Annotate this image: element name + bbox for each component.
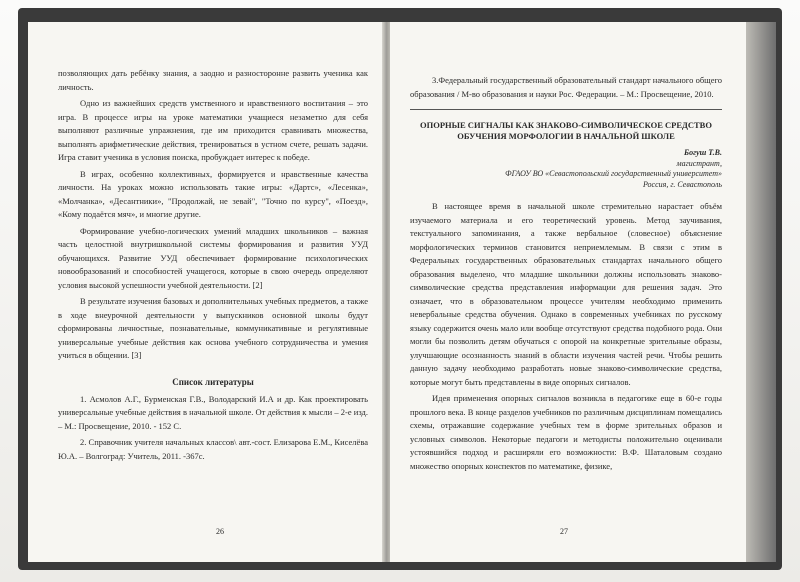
article-title: ОПОРНЫЕ СИГНАЛЫ КАК ЗНАКОВО-СИМВОЛИЧЕСКОЕ СРЕДСТВО ОБУЧЕНИЯ МОРФОЛОГИИ В НАЧАЛЬНОЙ ШКОЛЕ [420, 120, 712, 141]
bibliography-heading: Список литературы [172, 376, 254, 387]
left-paragraph-3: В играх, особенно коллективных, формируется и нравственные качества личности. На уроках можно использовать такие игры: «Дартс», «Лесенка», «Молчанка», «Десантники», "Продолжай, не зевай", "Точно по курсу", «Поезд», «Кому подаётся мяч», и многие другие. [58, 168, 368, 219]
left-paragraph-5: В результате изучения базовых и дополнительных учебных предметов, а также в ходе внеурочной деятельности у выпускников основной школы будут сформированы личностные, познавательные, коммуникативные и регулятивные универсальные учебные действия как основа учебного сотрудничества и умения учиться в общении. [3] [58, 296, 368, 360]
section-divider [410, 109, 722, 110]
right-paragraph-1: В настоящее время в начальной школе стремительно нарастает объём изучаемого материала и его теоретический уровень. Метод заучивания, текстуального запоминания, а также вербальное (словесное) объяснение морфологических терминов становится неприемлемым. В связи с этим в Федеральных государственных образовательных стандартах начального общего образования выделено, что младшие школьники должны использовать знаково-символические средства представления информации для решения задач. Это означает, что в образовательном процессе учителям необходимо применить невербальные средства обучения. Однако в современных учебниках по русскому языку содержится очень мало или вообще отсутствуют средства подобного рода. Они могли бы позволить детям обучаться с опорой на конкретные зрительные образы, улучшающие осознанность знаний в области изучения частей речи. Чтобы решить данную задачу необходимо разработать новые знаково-символические средства, которые могут быть представлены в виде опорных сигналов. [410, 201, 722, 387]
author-affiliation: ФГАОУ ВО «Севастопольский государственный университет» [505, 169, 722, 178]
book-spread [18, 8, 782, 570]
bibliography-item-1: 1. Асмолов А.Г., Бурменская Г.В., Володарский И.А и др. Как проектировать универсальные учебные действия в начальной школе. От действия к мысли – 2-е изд. – М.: Просвещение, 2010. - 152 С. [58, 393, 368, 431]
left-page [28, 22, 384, 562]
page-edge-shadow [746, 22, 776, 562]
right-page [390, 22, 746, 562]
left-paragraph-2: Одно из важнейших средств умственного и нравственного воспитания – это игра. В процессе игры на уроке математики учащиеся незаметно для себя выполняют различные упражнения, где им приходится сравнивать множества, выполнять арифметические действия, тренироваться в устном счете, решать задачи. Игра ставит ученика в условия поиска, пробуждает интерес к победе. [58, 98, 368, 162]
right-paragraph-2: Идея применения опорных сигналов возникла в педагогике еще в 60-е годы прошлого века. В конце разделов учебников по различным дисциплинам помещались схемы, отражавшие содержание учебных тем в форме зрительных образов и условных символов. Некоторые педагоги и методисты положительно оценивали устоявшийся подход и расширяли его возможности: В.Ф. Шаталовым создано множество опорных конспектов по математике, физике, [410, 393, 722, 471]
author-name: Богуш Т.В. [684, 148, 722, 157]
author-location: Россия, г. Севастополь [642, 179, 722, 189]
bibliography-item-2: 2. Справочник учителя начальных классов\ авт.-сост. Елизарова Е.М., Киселёва Ю.А. – Волгоград: Учитель, 2011. -367с. [58, 437, 368, 461]
author-role: магистрант, [676, 158, 722, 168]
left-paragraph-1: позволяющих дать ребёнку знания, а заодно и разносторонне развить ученика как личность. [58, 68, 368, 92]
page-number-right: 27 [560, 527, 568, 536]
left-paragraph-4: Формирование учебно-логических умений младших школьников – важная часть целостной внутришкольной системы формирования и развития УУД обучающихся. Развитие УУД обеспечивает формирование психологических новообразований и способностей учащегося, которые в свою очередь определяют условия высокой успешности учебной деятельности. [2] [58, 225, 368, 290]
reference-item-3: 3.Федеральный государственный образовательный стандарт начального общего образования / М-во образования и науки Рос. Федерации. – М.: Просвещение, 2010. [410, 75, 722, 99]
page-number-left: 26 [216, 527, 224, 536]
author-block [410, 148, 722, 190]
